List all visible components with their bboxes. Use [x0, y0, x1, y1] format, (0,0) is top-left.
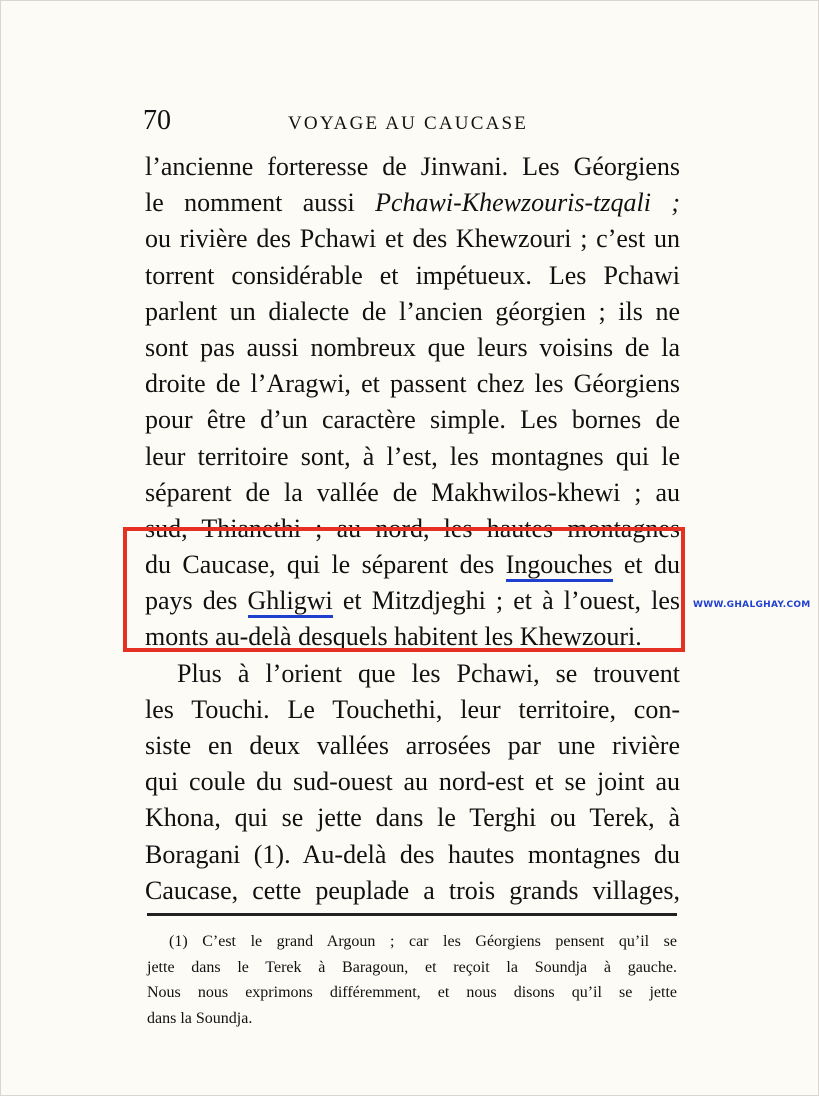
text-line: siste en deux vallées arrosées par une rivière: [145, 731, 680, 760]
underlined-word-ingouches: Ingouches: [506, 550, 613, 582]
footnote-line: jette dans le Terek à Baragoun, et reçoit la Soundja à gauche.: [147, 958, 677, 976]
text-line: ou rivière des Pchawi et des Khewzouri ; c’est un: [145, 224, 680, 254]
text-line: sont pas aussi nombreux que leurs voisins de la: [145, 332, 680, 362]
running-head: [143, 105, 683, 141]
text-line: qui coule du sud-ouest au nord-est et se joint au: [145, 767, 680, 797]
footnote-line: dans la Soundja.: [147, 1009, 253, 1027]
text-segment: du Caucase, qui le séparent des: [145, 550, 495, 580]
text-line: Plus à l’orient que les Pchawi, se trouvent: [177, 658, 680, 688]
book-title: VOYAGE AU CAUCASE: [288, 113, 529, 134]
text-line: Caucase, cette peuplade a trois grands villages,: [145, 875, 680, 905]
footnote-line: Nous nous exprimons différemment, et nous disons qu’il se jette: [147, 984, 677, 1002]
text-line: les Touchi. Le Touchethi, leur territoire, con-: [145, 694, 680, 724]
text-segment: et du: [623, 550, 681, 580]
text-line: pour être d’un caractère simple. Les bornes de: [145, 405, 680, 435]
text-line: leur territoire sont, à l’est, les montagnes qui le: [145, 441, 680, 471]
text-line: Boragani (1). Au-delà des hautes montagnes du: [145, 839, 680, 869]
underlined-word-ghligwi: Ghligwi: [248, 586, 333, 618]
text-line: droite de l’Aragwi, et passent chez les Géorgiens: [145, 369, 680, 399]
text-line: sud, Thianethi ; au nord, les hautes montagnes: [145, 513, 680, 543]
river-name-italic: Pchawi-Khewzouris-tzqali ;: [375, 188, 680, 218]
text-segment: le nomment aussi: [145, 188, 355, 218]
highlight-box: [123, 527, 685, 652]
text-line: séparent de la vallée de Makhwilos-khewi ; au: [145, 477, 680, 507]
footnote: [147, 929, 677, 1031]
footnote-line: (1) C’est le grand Argoun ; car les Géorgiens pensent qu’il se: [169, 933, 677, 950]
text-line: l’ancienne forteresse de Jinwani. Les Géorgiens: [145, 152, 680, 181]
text-segment: et Mitzdjeghi ; et à l’ouest, les: [342, 586, 681, 616]
page-number: 70: [143, 105, 171, 136]
footnote-divider: [147, 913, 677, 916]
text-line: [145, 185, 680, 221]
text-line: parlent un dialecte de l’ancien géorgien ; ils ne: [145, 296, 680, 326]
text-line: Khona, qui se jette dans le Terghi ou Terek, à: [145, 803, 680, 833]
text-line: monts au-delà desquels habitent les Khewzouri.: [145, 622, 642, 652]
watermark: WWW.GHALGHAY.COM: [693, 600, 811, 610]
text-segment: pays des: [145, 586, 238, 616]
text-line: torrent considérable et impétueux. Les Pchawi: [145, 260, 680, 290]
